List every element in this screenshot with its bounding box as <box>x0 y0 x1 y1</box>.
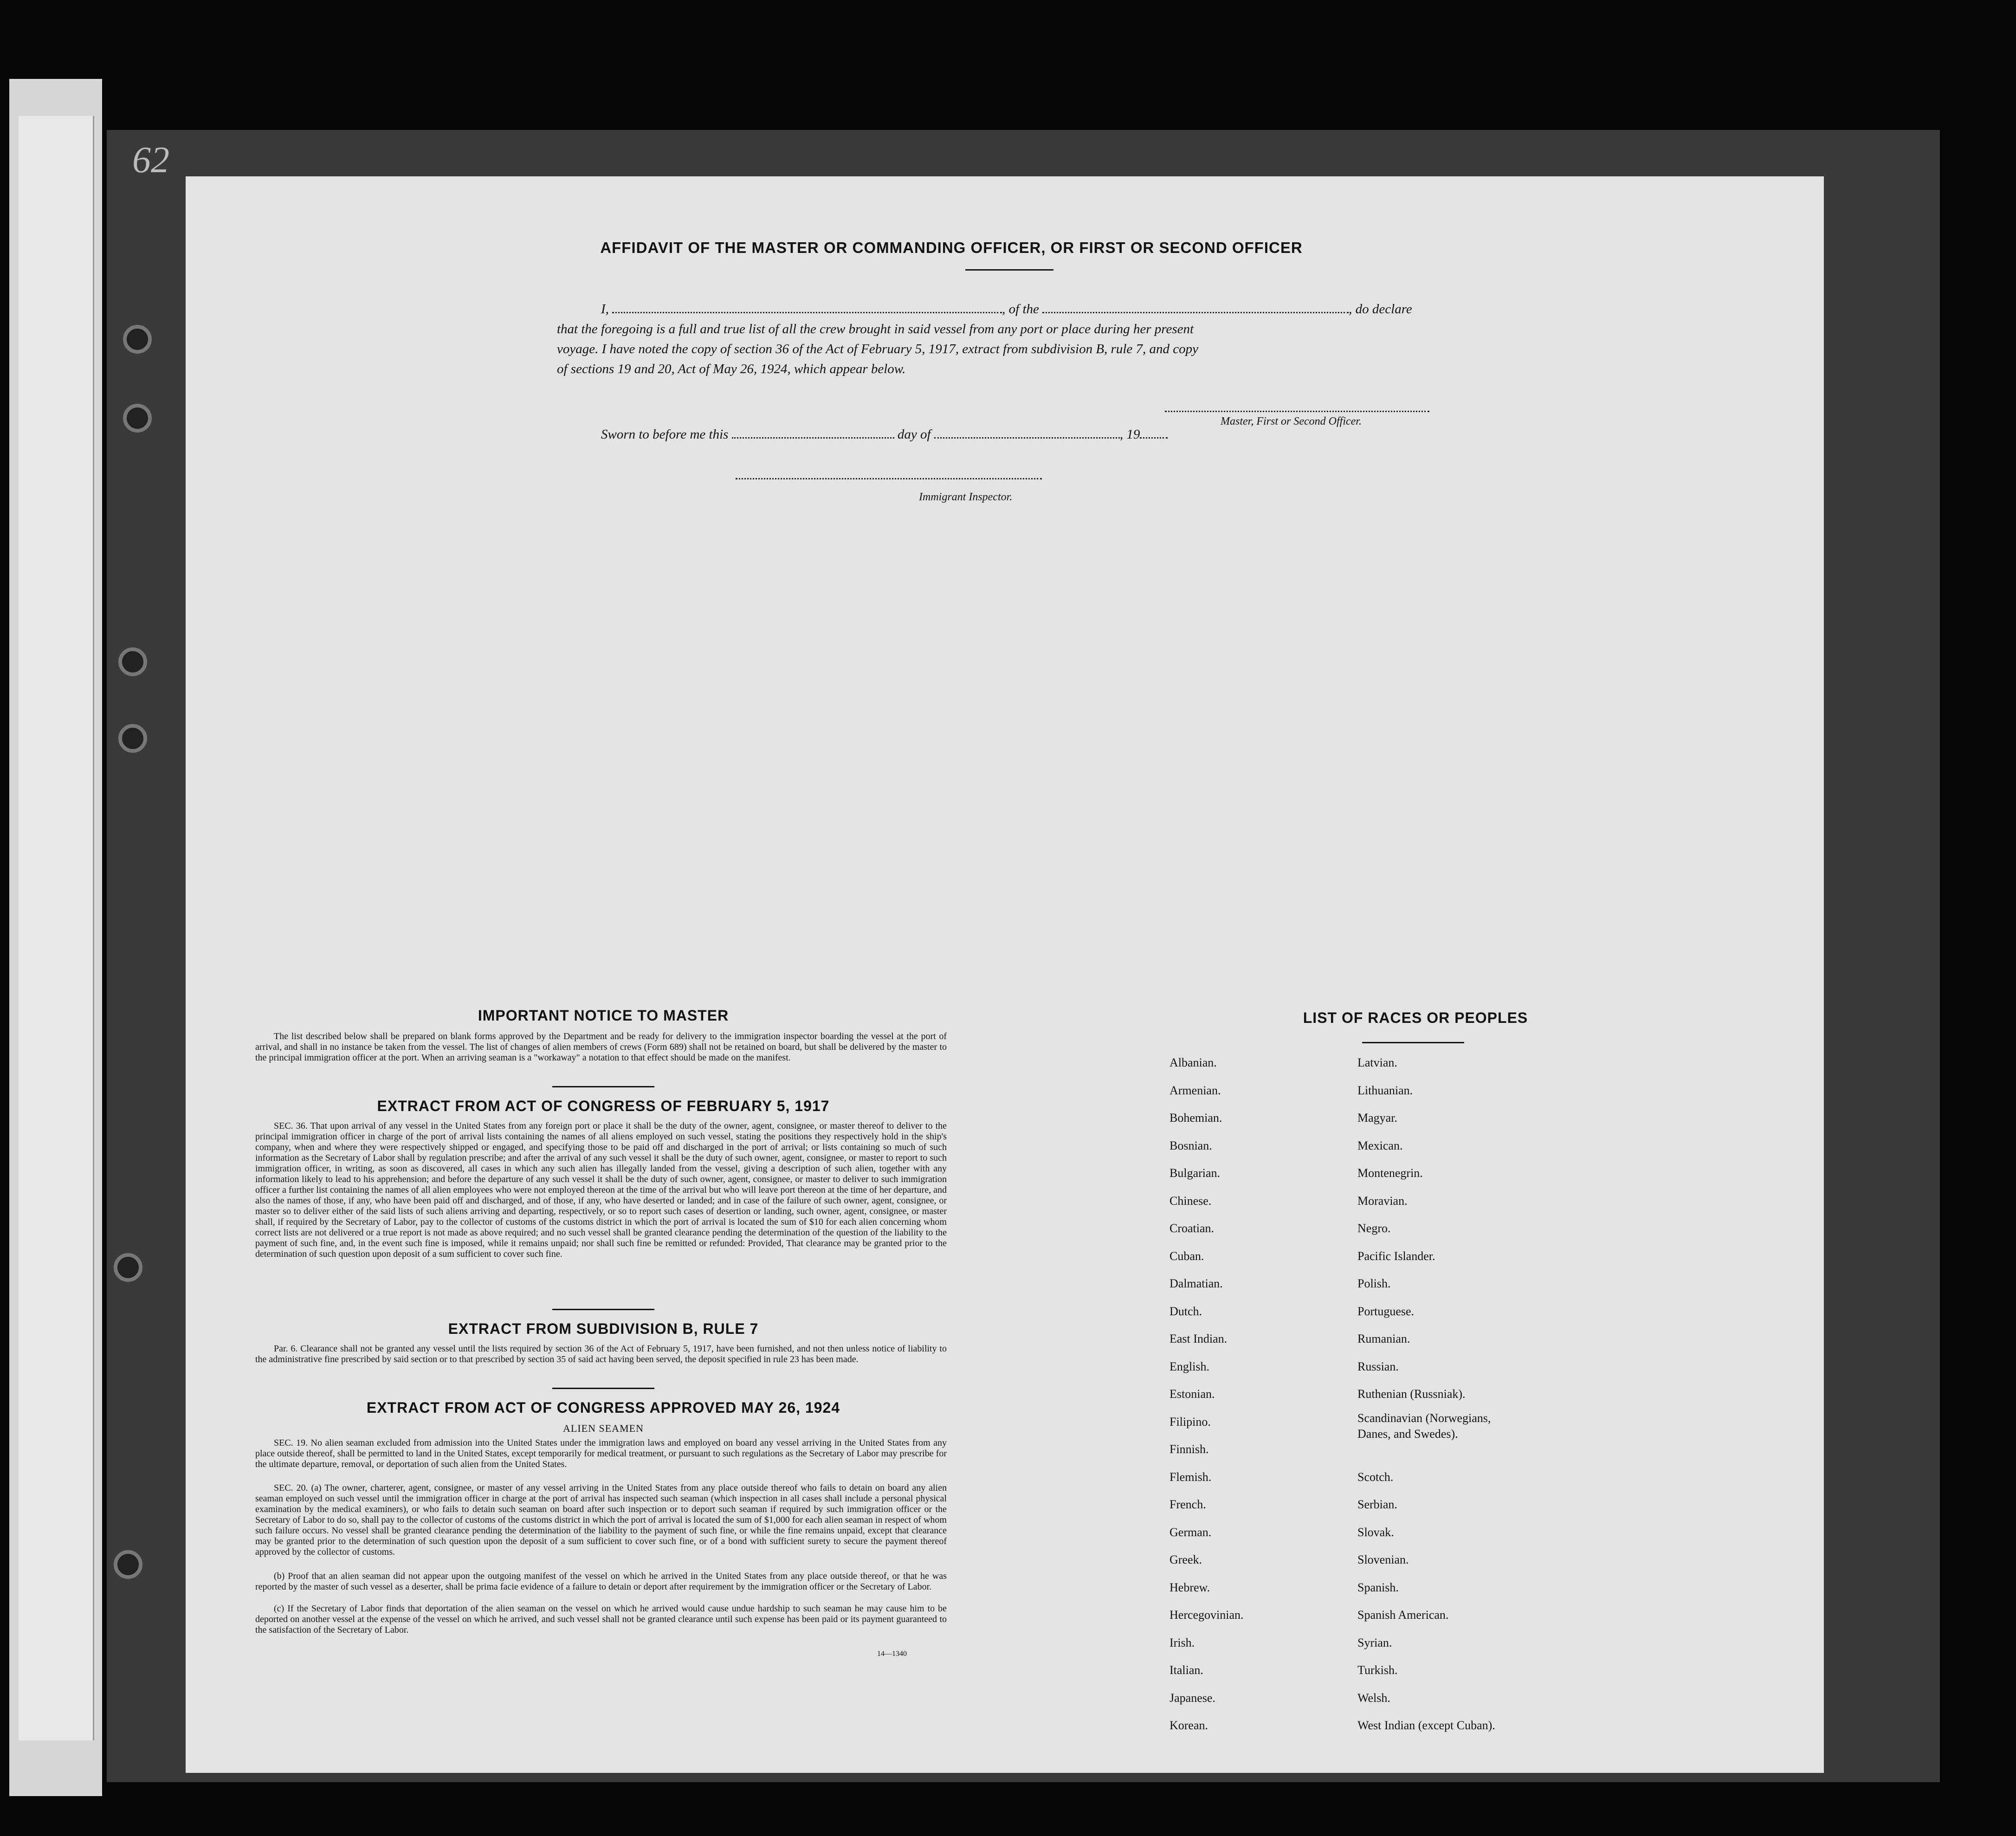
race-item: Hercegovinian. <box>1170 1608 1244 1622</box>
race-item: Serbian. <box>1357 1498 1397 1511</box>
race-item: Greek. <box>1170 1553 1202 1566</box>
inspector-label: Immigrant Inspector. <box>919 491 1013 503</box>
sec20b-text: (b) Proof that an alien seaman did not appear upon the outgoing manifest of the vessel on which he arrived in the United States from any place outside thereof, or that he was reported by the master of such vessel as a deserter, shall be prima facie evidence of a failure to detain or deport after requirement by the immigration officer or the Secretary of Labor. <box>255 1571 947 1592</box>
race-item: Lithuanian. <box>1357 1084 1413 1097</box>
race-item: Croatian. <box>1170 1222 1215 1235</box>
race-item: Ruthenian (Russniak). <box>1357 1387 1466 1401</box>
race-item: Scotch. <box>1357 1470 1394 1484</box>
binder-hole <box>118 647 147 676</box>
race-item: East Indian. <box>1170 1332 1228 1345</box>
sec20c-text: (c) If the Secretary of Labor finds that deportation of the alien seaman on the vessel on which he arrived would cause undue hardship to such seaman he may cause him to be deported on another vessel at the expense of the vessel on which he arrived, and such vessel shall not be granted clearance until such expense has been paid or its payment guaranteed to the satisfaction of the Secretary of Labor. <box>255 1603 947 1635</box>
affidavit-line-1 <box>557 302 1648 317</box>
rule7-text: Par. 6. Clearance shall not be granted any vessel until the lists required by section 36 of the Act of February 5, 1917, have been furnished, and not then unless notice of liability to the administrative fine prescribed by said section or to that prescribed by section 35 of said act having been served, the deposit specified in rule 23 has been made. <box>255 1344 947 1364</box>
sworn-text: Sworn to before me this <box>601 427 729 442</box>
race-item: West Indian (except Cuban). <box>1357 1719 1495 1732</box>
race-item: Hebrew. <box>1170 1581 1210 1594</box>
race-item: Italian. <box>1170 1663 1203 1677</box>
signature-line <box>1165 411 1429 412</box>
race-item: Turkish. <box>1357 1663 1398 1677</box>
race-item: Spanish. <box>1357 1581 1399 1594</box>
month-blank <box>934 437 1120 439</box>
sec20a-text: SEC. 20. (a) The owner, charterer, agent, consignee, or master of any vessel arriving in the United States from any place outside thereof who fails to detain on board any alien seaman employed on such vessel until the immigration officer in charge at the port of arrival has inspected such seaman (which inspection in all cases shall include a personal physical examination by the medical examiners), or who fails to detain such seaman on board after such inspection or to deport such seaman if required by such immigration officer or the Secretary of Labor to do so, shall pay to the collector of customs of the customs district in which the port of arrival is located the sum of $1,000 for each alien seaman in respect of whom such failure occurs. No vessel shall be granted clearance pending the determination of the liability to the payment of such fine, or while the fine remains unpaid, except that clearance may be granted prior to the determination of such question upon the deposit of a sum sufficient to cover such fine, or of a bond with sufficient surety to secure the payment thereof approved by the collector of customs. <box>255 1483 947 1557</box>
race-item: Montenegrin. <box>1357 1166 1423 1180</box>
binder-hole <box>123 404 152 433</box>
title-underline <box>965 269 1053 271</box>
race-item: Finnish. <box>1170 1442 1209 1456</box>
binder-hole <box>123 325 152 354</box>
race-item: Albanian. <box>1170 1056 1217 1069</box>
divider <box>552 1086 654 1087</box>
binder-hole <box>114 1253 142 1282</box>
year-blank <box>1140 437 1168 439</box>
binder-hole <box>118 724 147 753</box>
rule7-title: EXTRACT FROM SUBDIVISION B, RULE 7 <box>448 1320 759 1337</box>
race-item: English. <box>1170 1360 1209 1373</box>
race-item: Magyar. <box>1357 1111 1397 1125</box>
affidavit-line-4: of sections 19 and 20, Act of May 26, 1924, which appear below. <box>557 362 906 376</box>
signer-label: Master, First or Second Officer. <box>1221 415 1362 427</box>
race-item: Polish. <box>1357 1277 1391 1290</box>
divider <box>1362 1042 1464 1043</box>
affidavit-title: AFFIDAVIT OF THE MASTER OR COMMANDING OFFICER, OR FIRST OR SECOND OFFICER <box>600 239 1303 256</box>
race-item: Russian. <box>1357 1360 1399 1373</box>
affidavit-line-3: voyage. I have noted the copy of section 36 of the Act of February 5, 1917, extract from subdivision B, rule 7, and copy <box>557 342 1199 356</box>
race-item: German. <box>1170 1526 1212 1539</box>
race-item: Welsh. <box>1357 1691 1390 1705</box>
notice-title: IMPORTANT NOTICE TO MASTER <box>478 1007 729 1024</box>
extract-1917-text: SEC. 36. That upon arrival of any vessel in the United States from any foreign port or place it shall be the duty of the owner, agent, consignee, or master thereof to deliver to the principal immigration officer in charge of the port of arrival lists containing the names of all aliens employed on such vessel, stating the positions they respectively hold in the ship's company, when and where they were respectively shipped or engaged, and specifying those to be paid off and discharged in the port of arrival; or lists containing so much of such information as the Secretary of Labor shall by regulation prescribe; and after the arrival of any such vessel it shall be the duty of such owner, agent, consignee, or master to report to such immigration officer, in writing, as soon as discovered, all cases in which any such alien has illegally landed from the vessel, giving a description of such alien, together with any information likely to lead to his apprehension; and before the departure of any such vessel it shall be the duty of such owner, agent, consignee, or master to deliver to such immigration officer a further list containing the names of all alien employees who were not employed thereon at the time of the arrival but who will leave port thereon at the time of her departure, and also the names of those, if any, who have been paid off and discharged, and of those, if any, who have deserted or landed; and in case of the failure of such owner, agent, consignee, or master so to deliver either of the said lists of such aliens arriving and departing, respectively, or so to report such cases of desertion or landing, such owner, agent, consignee, or master shall, if required by the Secretary of Labor, pay to the collector of customs of the customs district in which the port of arrival is located the sum of $10 for each alien concerning whom correct lists are not delivered or a true report is not made as above required; and no such vessel shall be granted clearance pending the determination of the question of the liability to the payment of such fine, and, in the event such fine is imposed, while it remains unpaid; nor shall such fine be remitted or refunded: Provided, That clearance may be granted prior to the determination of such question upon deposit of a sum sufficient to cover such fine. <box>255 1121 947 1259</box>
form-number: 14—1340 <box>877 1650 907 1658</box>
name-blank <box>612 312 1002 313</box>
race-item: Rumanian. <box>1357 1332 1410 1345</box>
race-item: Irish. <box>1170 1636 1195 1649</box>
race-item: Korean. <box>1170 1719 1208 1732</box>
race-item: Moravian. <box>1357 1194 1408 1208</box>
race-item: Slovenian. <box>1357 1553 1409 1566</box>
binder-hole <box>114 1550 142 1579</box>
document-sheet <box>186 176 1824 1773</box>
handwritten-page-number: 62 <box>132 140 169 181</box>
race-item: Scandinavian (Norwegians, <box>1357 1411 1491 1425</box>
race-item: Armenian. <box>1170 1084 1221 1097</box>
race-item: Pacific Islander. <box>1357 1249 1435 1263</box>
sec19-text: SEC. 19. No alien seaman excluded from admission into the United States under the immigration laws and employed on board any vessel arriving in the United States from any place outside thereof, shall be permitted to land in the United States, except temporarily for medical treatment, or pursuant to such regulations as the Secretary of Labor may prescribe for the ultimate departure, removal, or deportation of such alien from the United States. <box>255 1438 947 1469</box>
race-item: Chinese. <box>1170 1194 1212 1208</box>
extract-1924-title: EXTRACT FROM ACT OF CONGRESS APPROVED MAY 26, 1924 <box>366 1399 840 1416</box>
race-item: Mexican. <box>1357 1139 1403 1152</box>
race-item: Bosnian. <box>1170 1139 1212 1152</box>
sworn-line <box>601 427 1168 442</box>
races-title: LIST OF RACES OR PEOPLES <box>1303 1009 1528 1026</box>
affidavit-i: I, <box>601 302 609 317</box>
race-item: Japanese. <box>1170 1691 1215 1705</box>
race-item: Portuguese. <box>1357 1305 1415 1318</box>
divider <box>552 1309 654 1310</box>
day-blank <box>732 437 894 439</box>
race-item: Spanish American. <box>1357 1608 1449 1622</box>
left-page-edge-inner <box>19 116 94 1740</box>
alien-seamen-subtitle: ALIEN SEAMEN <box>563 1422 644 1434</box>
race-item: Bulgarian. <box>1170 1166 1221 1180</box>
affidavit-do-declare: , do declare <box>1349 302 1412 317</box>
affidavit-of-the: , of the <box>1002 302 1039 317</box>
race-item: Syrian. <box>1357 1636 1392 1649</box>
notice-text: The list described below shall be prepared on blank forms approved by the Department and be ready for delivery to the immigration inspector boarding the vessel at the port of arrival, and shall in no instance be taken from the vessel. The list of changes of alien members of crews (Form 689) shall not be retained on board, but shall be delivered by the master to the principal immigration officer at the port. When an arriving seaman is a "workaway" a notation to that effect should be made on the manifest. <box>255 1031 947 1063</box>
race-item: Dutch. <box>1170 1305 1202 1318</box>
affidavit-line-2: that the foregoing is a full and true list of all the crew brought in said vessel from any port or place during her present <box>557 322 1194 336</box>
race-item: Cuban. <box>1170 1249 1204 1263</box>
race-item: Bohemian. <box>1170 1111 1222 1125</box>
vessel-blank <box>1042 312 1349 313</box>
race-item: Flemish. <box>1170 1470 1212 1484</box>
race-item: Slovak. <box>1357 1526 1394 1539</box>
race-item: French. <box>1170 1498 1206 1511</box>
race-item: Danes, and Swedes). <box>1357 1427 1458 1441</box>
day-of-text: day of <box>897 427 931 442</box>
inspector-signature-line <box>736 478 1042 479</box>
year-text: , 19 <box>1119 427 1140 442</box>
divider <box>552 1388 654 1389</box>
race-item: Estonian. <box>1170 1387 1215 1401</box>
race-item: Filipino. <box>1170 1415 1211 1429</box>
race-item: Dalmatian. <box>1170 1277 1223 1290</box>
extract-1917-title: EXTRACT FROM ACT OF CONGRESS OF FEBRUARY 5, 1917 <box>377 1098 830 1114</box>
race-item: Latvian. <box>1357 1056 1397 1069</box>
race-item: Negro. <box>1357 1222 1391 1235</box>
